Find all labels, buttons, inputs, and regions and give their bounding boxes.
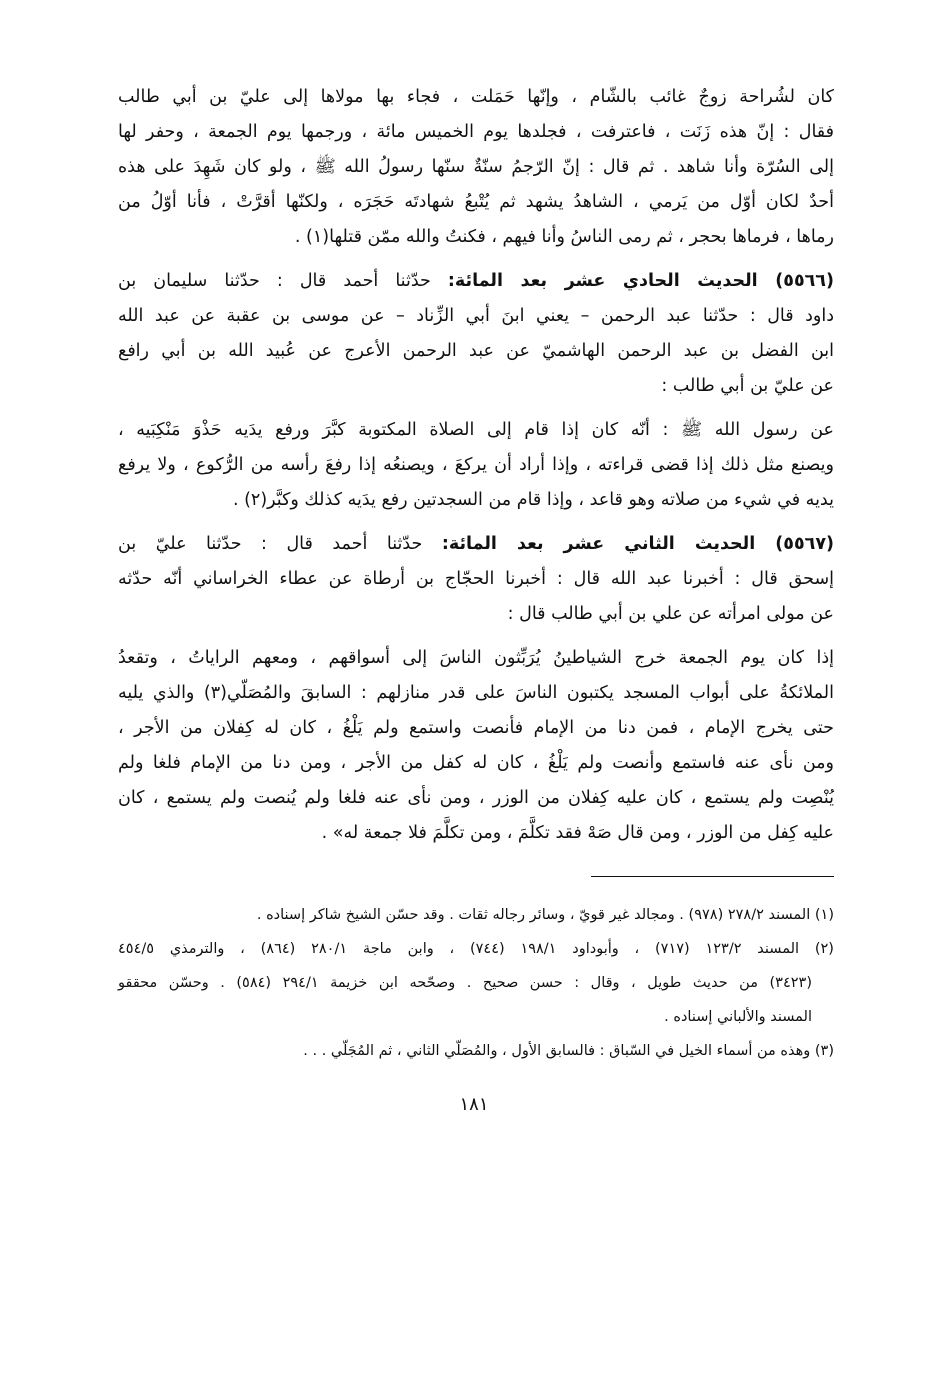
text-line	[118, 185, 834, 220]
text-line	[118, 597, 834, 632]
line-text: داود قال : حدّثنا عبد الرحمن – يعني ابنَ أبي الزِّناد – عن موسى بن عقبة عن عبد الله	[118, 306, 834, 326]
text-line	[118, 369, 834, 404]
text-line	[118, 80, 834, 115]
footnote-line: (٢) المسند ١٢٣/٢ (٧١٧) ، وأبوداود ١٩٨/١ (٧٤٤) ، وابن ماجة ٢٨٠/١ (٨٦٤) ، والترمذي ٤٥٤/٥	[118, 941, 834, 957]
line-text: إلى السُرّة وأنا شاهد . ثم قال : إنّ الرّجمُ سنّةٌ سنّها رسولُ الله ﷺ ، ولو كان شَهِدَ على هذه	[118, 157, 834, 177]
footnote-line: (١) المسند ٢٧٨/٢ (٩٧٨) . ومجالد غير قويّ ، وسائر رجاله ثقات . وقد حسّن الشيخ شاكر إسناده .	[256, 907, 834, 923]
line-text: عليه كِفل من الوزر ، ومن قال صَهْ فقد تكلَّمَ ، ومن تكلَّمَ فلا جمعة له» .	[321, 823, 834, 843]
text-line	[118, 334, 834, 369]
line-text: حدّثنا أحمد قال : حدّثنا عليّ بن	[118, 534, 442, 554]
line-text: حدّثنا أحمد قال : حدّثنا سليمان بن	[118, 271, 448, 291]
text-line	[118, 413, 834, 448]
footnote-line: (٣٤٢٣) من حديث طويل ، وقال : حسن صحيح . وصحّحه ابن خزيمة ٢٩٤/١ (٥٨٤) . وحسّن محققو	[118, 975, 812, 991]
footnote-line: (٣) وهذه من أسماء الخيل في السّباق : فالسابق الأول ، والمُصَلّي الثاني ، ثم المُجَلّي . . .	[303, 1043, 834, 1059]
line-text: إذا كان يوم الجمعة خرج الشياطينُ يُرَبِّثون الناسَ إلى أسواقهم ، ومعهم الراياتُ ، وتقعدُ	[118, 648, 834, 668]
text-line	[118, 641, 834, 676]
text-line	[118, 299, 834, 334]
page-number: ١٨١	[459, 1094, 489, 1115]
hadith-heading: (٥٥٦٦) الحديث الحادي عشر بعد المائة:	[447, 271, 834, 291]
text-line	[118, 220, 834, 255]
text-line	[118, 448, 834, 483]
text-line	[118, 711, 834, 746]
text-line	[118, 115, 834, 150]
line-text: عن عليّ بن أبي طالب :	[661, 376, 834, 396]
line-text: عن رسول الله ﷺ : أنّه كان إذا قام إلى الصلاة المكتوبة كبَّرَ ورفع يدَيه حَذْوَ مَنْكِبَيه ،	[118, 420, 834, 440]
line-text: حتى يخرج الإمام ، فمن دنا من الإمام فأنصت واستمع ولم يَلْغُ ، كان له كِفلان من الأجر ،	[118, 718, 834, 738]
footnote-separator	[591, 876, 834, 877]
main-text	[118, 80, 834, 851]
line-text: ويصنع مثل ذلك إذا قضى قراءته ، وإذا أراد أن يركعَ ، ويصنعُه إذا رفعَ رأسه من الرُّكوع ، ولا يرفع	[118, 455, 834, 475]
line-text: كان لشُراحة زوجٌ غائب بالشّام ، وإنّها حَمَلت ، فجاء بها مولاها إلى عليّ بن أبي طالب	[118, 87, 834, 107]
line-text: الملائكةُ على أبواب المسجد يكتبون الناسَ على قدر منازلهم : السابقَ والمُصَلّي(٣) والذي يليه	[118, 683, 834, 703]
hadith-heading-line	[118, 264, 834, 299]
line-text: ابن الفضل بن عبد الرحمن الهاشميّ عن عبد الرحمن الأعرج عن عُبيد الله بن أبي رافع	[118, 341, 834, 361]
line-text: أحدٌ لكان أوّل من يَرمي ، الشاهدُ يشهد ثم يُتْبعُ شهادتَه حَجَرَه ، ولكنّها أقرَّتْ ، فأنا أوّلُ من	[118, 192, 834, 212]
hadith-heading-line	[118, 527, 834, 562]
footnote-line: المسند والألباني إسناده .	[664, 1009, 812, 1025]
hadith-heading: (٥٥٦٧) الحديث الثاني عشر بعد المائة:	[441, 534, 835, 554]
line-text: رماها ، فرماها بحجر ، ثم رمى الناسُ وأنا فيهم ، فكنتُ والله ممّن قتلها(١) .	[294, 227, 834, 247]
line-text: إسحق قال : أخبرنا عبد الله قال : أخبرنا الحجّاج بن أرطاة عن عطاء الخراساني أنّه حدّثه	[118, 569, 834, 589]
text-line	[118, 746, 834, 781]
line-text: يُنْصِت ولم يستمع ، كان عليه كِفلان من الوزر ، ومن نأى عنه فلغا ولم يُنصت ولم يستمع ، كان	[118, 788, 834, 808]
footnotes	[118, 898, 834, 1068]
line-text: فقال : إنّ هذه زَنَت ، فاعترفت ، فجلدها يوم الخميس مائة ، ورجمها يوم الجمعة ، وحفر لها	[118, 122, 834, 142]
text-line	[118, 150, 834, 185]
line-text: عن مولى امرأته عن علي بن أبي طالب قال :	[507, 604, 834, 624]
text-line	[118, 781, 834, 816]
text-line	[118, 816, 834, 851]
text-line	[118, 562, 834, 597]
text-line	[118, 676, 834, 711]
line-text: ومن نأى عنه فاستمع وأنصت ولم يَلْغُ ، كان له كفل من الأجر ، ومن دنا من الإمام فلغا ولم	[118, 753, 834, 773]
line-text: يديه في شيء من صلاته وهو قاعد ، وإذا قام من السجدتين رفع يدَيه كذلك وكبَّر(٢) .	[232, 490, 834, 510]
text-line	[118, 483, 834, 518]
